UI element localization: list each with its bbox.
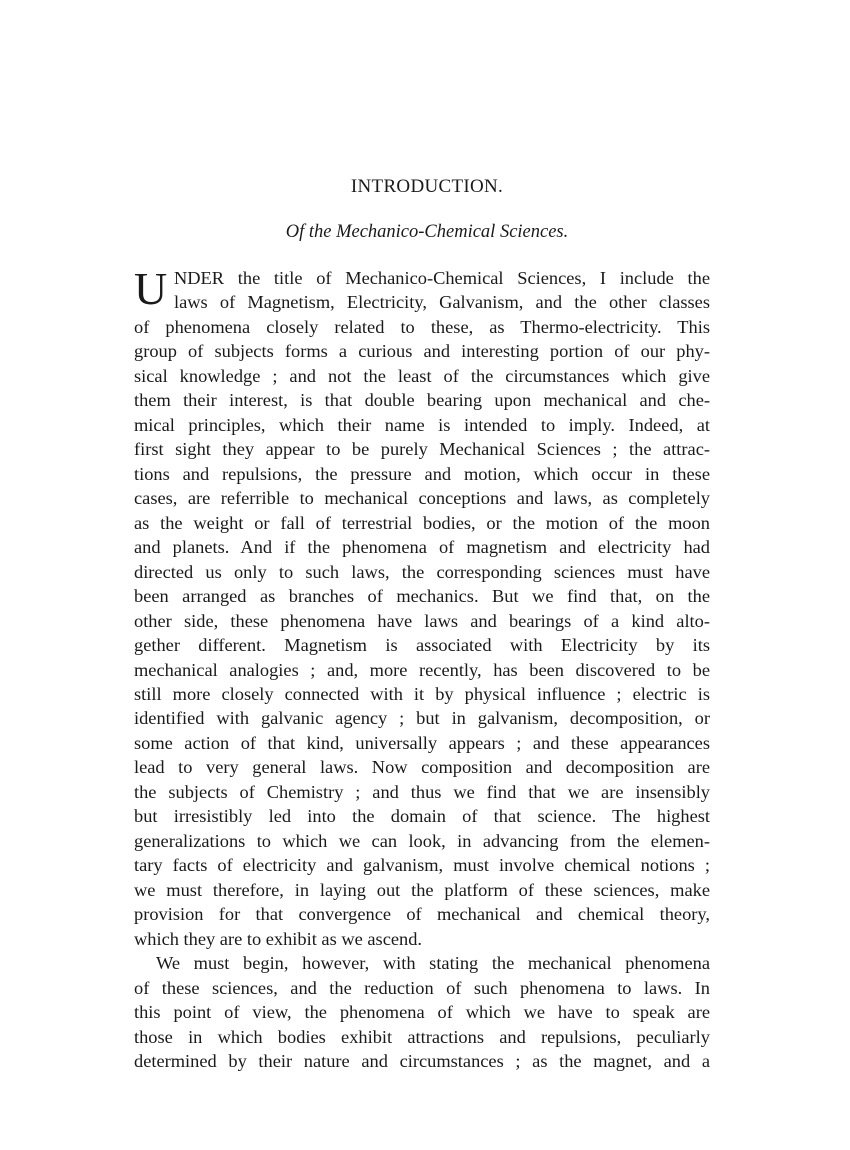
drop-cap: U: [134, 263, 168, 314]
text-line: still more closely connected with it by physical influence ; electric is: [134, 683, 710, 704]
text-line: other side, these phenomena have laws and bearings of a kind alto-: [134, 610, 710, 631]
body-text: [134, 263, 710, 1073]
text-line: which they are to exhibit as we ascend.: [134, 928, 423, 949]
text-line: directed us only to such laws, the corresponding sciences must have: [134, 561, 710, 582]
text-line: those in which bodies exhibit attractions and repulsions, peculiarly: [134, 1026, 710, 1047]
text-line: the subjects of Chemistry ; and thus we find that we are insensibly: [134, 781, 710, 802]
text-line: them their interest, is that double bearing upon mechanical and che-: [134, 390, 710, 411]
text-line: gether different. Magnetism is associated with Electricity by its: [134, 635, 710, 656]
text-line: We must begin, however, with stating the mechanical phenomena: [156, 953, 710, 974]
text-line: cases, are referrible to mechanical conceptions and laws, as completely: [134, 488, 710, 509]
paragraph-1: [134, 263, 710, 951]
paragraph-2: [134, 951, 710, 1073]
text-line: identified with galvanic agency ; but in galvanism, decomposition, or: [134, 708, 710, 729]
text-line: lead to very general laws. Now composition and decomposition are: [134, 757, 710, 778]
text-line: first sight they appear to be purely Mechanical Sciences ; the attrac-: [134, 439, 710, 460]
text-line: as the weight or fall of terrestrial bodies, or the motion of the moon: [134, 512, 710, 533]
section-subheading: Of the Mechanico-Chemical Sciences.: [285, 222, 569, 242]
text-line: some action of that kind, universally appears ; and these appearances: [134, 732, 710, 753]
text-line: of phenomena closely related to these, as Thermo-electricity. This: [134, 316, 710, 337]
text-line: mical principles, which their name is intended to imply. Indeed, at: [134, 414, 710, 435]
text-line: and planets. And if the phenomena of magnetism and electricity had: [134, 537, 710, 558]
text-line: group of subjects forms a curious and interesting portion of our phy-: [134, 341, 710, 362]
text-line: this point of view, the phenomena of which we have to speak are: [134, 1002, 710, 1023]
text-line: been arranged as branches of mechanics. But we find that, on the: [134, 586, 710, 607]
text-line: determined by their nature and circumstances ; as the magnet, and a: [134, 1051, 710, 1071]
text-line: mechanical analogies ; and, more recently, has been discovered to be: [134, 659, 710, 680]
text-line: provision for that convergence of mechanical and chemical theory,: [134, 904, 710, 925]
text-line: we must therefore, in laying out the platform of these sciences, make: [134, 879, 710, 900]
text-line: of these sciences, and the reduction of such phenomena to laws. In: [134, 977, 710, 998]
text-line: but irresistibly led into the domain of that science. The highest: [134, 806, 710, 827]
chapter-heading: INTRODUCTION.: [350, 176, 504, 197]
text-line: laws of Magnetism, Electricity, Galvanism, and the other classes: [174, 292, 710, 313]
text-line: generalizations to which we can look, in advancing from the elemen-: [134, 830, 710, 851]
text-line: NDER the title of Mechanico-Chemical Sciences, I include the: [174, 268, 710, 288]
text-line: tions and repulsions, the pressure and motion, which occur in these: [134, 463, 710, 484]
text-line: sical knowledge ; and not the least of the circumstances which give: [134, 365, 710, 386]
text-line: tary facts of electricity and galvanism, must involve chemical notions ;: [134, 855, 710, 876]
